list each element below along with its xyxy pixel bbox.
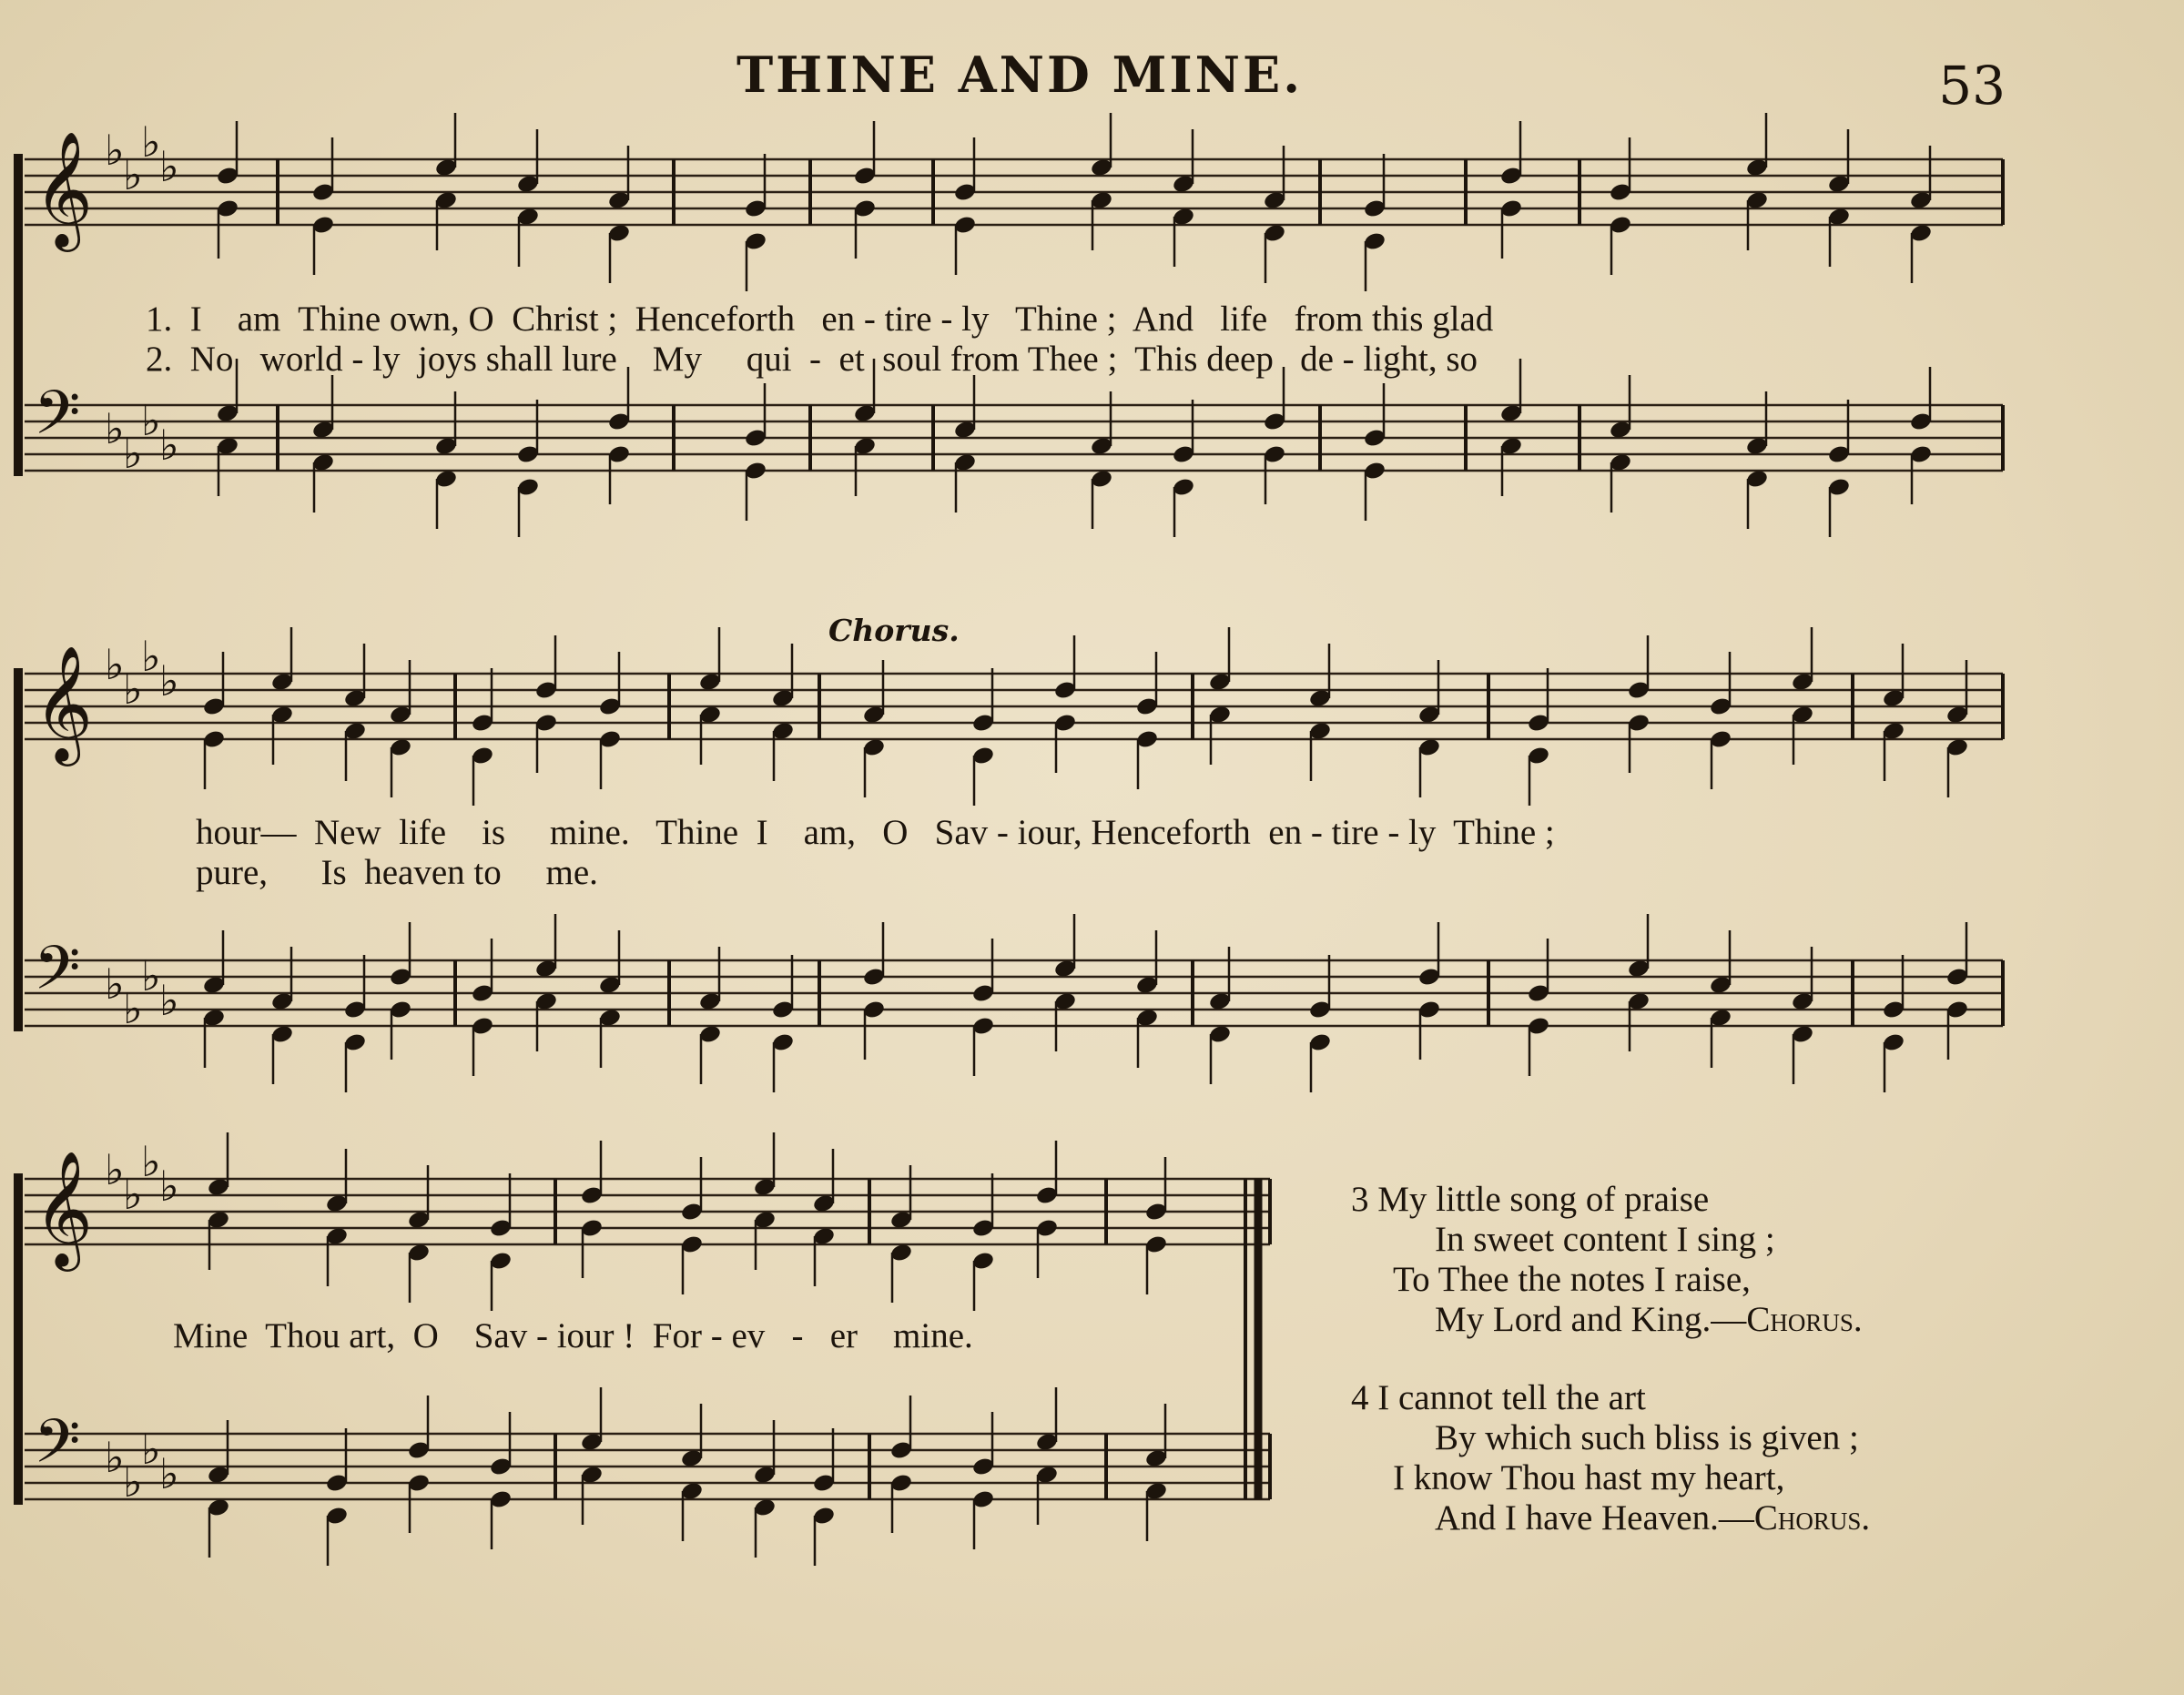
verse-line: My Lord and King.— [1435, 1300, 1747, 1339]
chorus-refrain: Chorus. [1746, 1300, 1863, 1339]
bass-clef: 𝄢 [34, 933, 81, 1018]
chorus-label: Chorus. [828, 613, 960, 648]
flat-sign: ♭ [159, 976, 179, 1025]
flat-sign: ♭ [141, 396, 161, 445]
flat-sign: ♭ [141, 632, 161, 681]
flat-sign: ♭ [123, 429, 143, 478]
chorus-refrain: Chorus. [1753, 1498, 1871, 1538]
lyric-system2-verse2: pure, Is heaven to me. [196, 853, 598, 892]
flat-sign: ♭ [159, 656, 179, 705]
verse-line: In sweet content I sing ; [1435, 1220, 1775, 1259]
flat-sign: ♭ [105, 1145, 125, 1194]
flat-sign: ♭ [123, 665, 143, 714]
flat-sign: ♭ [141, 117, 161, 167]
bass-clef: 𝄢 [34, 378, 81, 462]
verse-line: I know Thou hast my heart, [1393, 1458, 1785, 1497]
flat-sign: ♭ [123, 984, 143, 1033]
flat-sign: ♭ [123, 1457, 143, 1507]
flat-sign: ♭ [159, 142, 179, 191]
verse-line: My little song of praise [1377, 1180, 1710, 1219]
verse-4 [1351, 1378, 1871, 1538]
verse-line: I cannot tell the art [1377, 1378, 1646, 1417]
flat-sign: ♭ [159, 421, 179, 470]
flat-sign: ♭ [123, 1170, 143, 1219]
flat-sign: ♭ [105, 404, 125, 453]
brace [14, 668, 23, 1031]
lyric-system2-verse1: hour— New life is mine. Thine I am, O Sav - iour, Henceforth en - tire - ly Thine ; [196, 813, 1555, 852]
verse-line: By which such bliss is given ; [1435, 1418, 1859, 1457]
bass-clef: 𝄢 [34, 1406, 81, 1491]
lyric-system3-verse1: Mine Thou art, O Sav - iour ! For - ev - er mine. [173, 1316, 973, 1355]
treble-clef: 𝄞 [34, 1150, 94, 1266]
flat-sign: ♭ [141, 1137, 161, 1186]
flat-sign: ♭ [123, 150, 143, 199]
page-number: 53 [1938, 55, 2006, 117]
verse-3 [1351, 1180, 1863, 1340]
flat-sign: ♭ [141, 1425, 161, 1474]
verse-number: 4 [1351, 1378, 1369, 1417]
flat-sign: ♭ [105, 640, 125, 689]
lyric-system1-verse2: 2. No world - ly joys shall lure My qui - et soul from Thee ; This deep de - light, so [146, 340, 1478, 379]
treble-clef: 𝄞 [34, 645, 94, 761]
verse-line: To Thee the notes I raise, [1393, 1260, 1751, 1299]
flat-sign: ♭ [105, 126, 125, 175]
verse-line: And I have Heaven.— [1435, 1498, 1754, 1538]
brace [14, 154, 23, 476]
page-title: THINE AND MINE. [736, 46, 1304, 104]
treble-clef: 𝄞 [34, 130, 94, 247]
flat-sign: ♭ [105, 959, 125, 1009]
flat-sign: ♭ [105, 1433, 125, 1482]
flat-sign: ♭ [141, 951, 161, 1000]
brace [14, 1173, 23, 1505]
flat-sign: ♭ [159, 1449, 179, 1498]
lyric-system1-verse1: 1. I am Thine own, O Christ ; Henceforth en - tire - ly Thine ; And life from this glad [146, 299, 1494, 339]
verse-number: 3 [1351, 1180, 1369, 1219]
flat-sign: ♭ [159, 1162, 179, 1211]
